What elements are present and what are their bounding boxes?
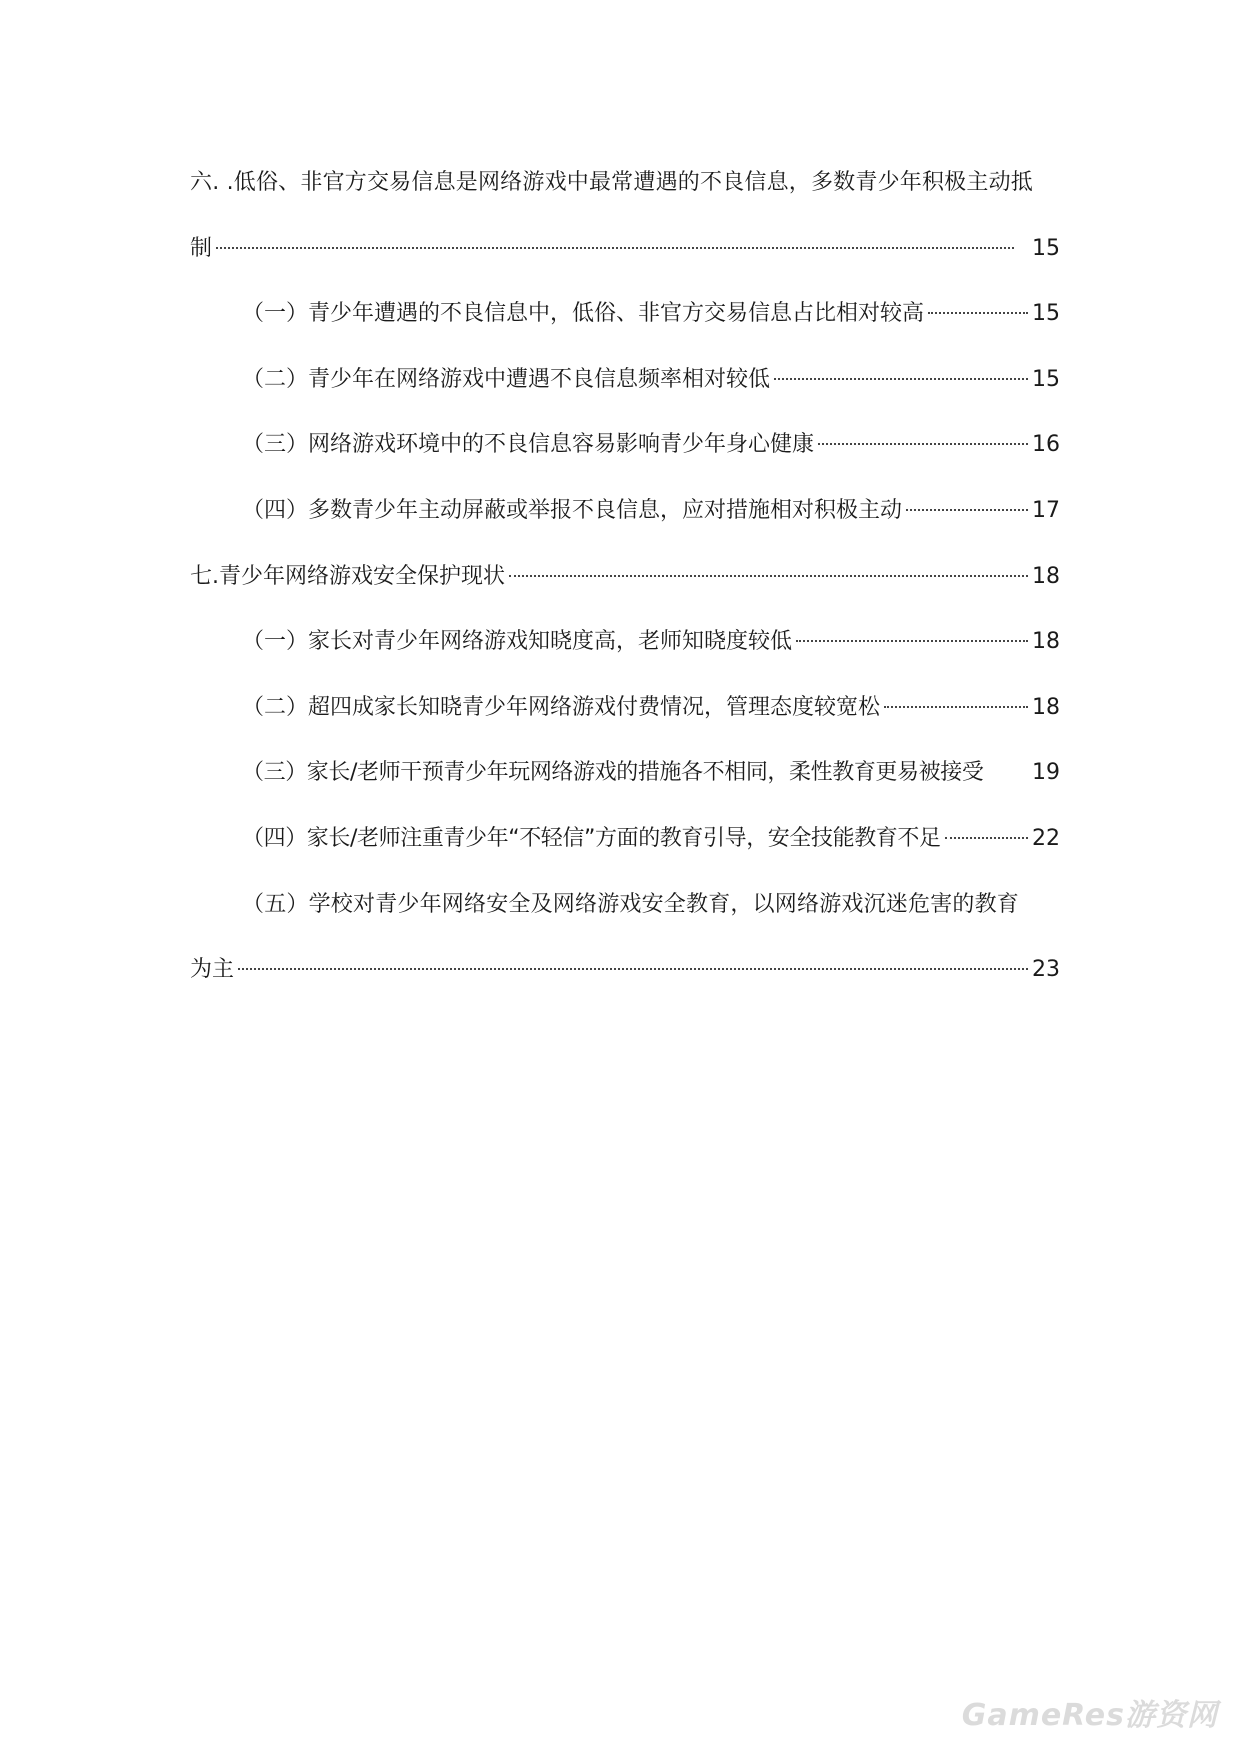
toc-entry-title: （三）网络游戏环境中的不良信息容易影响青少年身心健康 bbox=[242, 432, 815, 458]
toc-entry-six-line1[interactable] bbox=[190, 150, 1060, 216]
dot-leader bbox=[884, 706, 1028, 708]
toc-entry-title: （三）家长/老师干预青少年玩网络游戏的措施各不相同，柔性教育更易被接受 bbox=[242, 760, 984, 786]
dot-leader bbox=[216, 247, 1014, 249]
toc-entry-seven-1[interactable] bbox=[190, 609, 1060, 675]
toc-entry-six-4[interactable] bbox=[190, 478, 1060, 544]
toc-page-number: 19 bbox=[1032, 760, 1060, 786]
toc-page-number: 18 bbox=[1032, 563, 1060, 589]
toc-entry-seven-5-line1[interactable] bbox=[190, 872, 1060, 938]
toc-page-number: 18 bbox=[1032, 629, 1060, 655]
dot-leader bbox=[509, 575, 1028, 577]
dot-leader bbox=[774, 378, 1028, 380]
toc-entry-title: 六. .低俗、非官方交易信息是网络游戏中最常遭遇的不良信息，多数青少年积极主动抵 bbox=[190, 170, 1033, 195]
dot-leader bbox=[818, 443, 1028, 445]
toc-page-number: 15 bbox=[1032, 366, 1060, 392]
toc-page-number: 23 bbox=[1032, 957, 1060, 983]
table-of-contents bbox=[190, 150, 1060, 1003]
dot-leader bbox=[945, 837, 1028, 839]
dot-leader bbox=[928, 312, 1028, 314]
toc-entry-title: （四）多数青少年主动屏蔽或举报不良信息，应对措施相对积极主动 bbox=[242, 497, 903, 523]
toc-page-number: 15 bbox=[1032, 301, 1060, 327]
toc-page-number: 17 bbox=[1032, 497, 1060, 523]
toc-entry-title: 制 bbox=[190, 235, 213, 261]
toc-entry-six-3[interactable] bbox=[190, 412, 1060, 478]
toc-entry-title: （四）家长/老师注重青少年“不轻信”方面的教育引导，安全技能教育不足 bbox=[242, 825, 941, 851]
toc-entry-seven-4[interactable] bbox=[190, 806, 1060, 872]
toc-entry-title: （五）学校对青少年网络安全及网络游戏安全教育，以网络游戏沉迷危害的教育 bbox=[242, 891, 1020, 917]
toc-entry-seven-5-line2[interactable] bbox=[190, 937, 1060, 1003]
toc-page-number: 18 bbox=[1032, 694, 1060, 720]
toc-entry-title: （二）超四成家长知晓青少年网络游戏付费情况，管理态度较宽松 bbox=[242, 694, 881, 720]
toc-entry-seven-3[interactable] bbox=[190, 740, 1060, 806]
dot-leader bbox=[796, 640, 1028, 642]
toc-page-number: 22 bbox=[1032, 825, 1060, 851]
toc-page-number: 15 bbox=[1032, 235, 1060, 261]
toc-entry-seven[interactable] bbox=[190, 544, 1060, 610]
toc-entry-title: 七.青少年网络游戏安全保护现状 bbox=[190, 563, 505, 589]
watermark-logo: GameRes游资网 bbox=[961, 1698, 1218, 1733]
toc-entry-six-2[interactable] bbox=[190, 347, 1060, 413]
toc-entry-six-1[interactable] bbox=[190, 281, 1060, 347]
toc-entry-title: （一）家长对青少年网络游戏知晓度高，老师知晓度较低 bbox=[242, 629, 793, 655]
toc-entry-title: （一）青少年遭遇的不良信息中，低俗、非官方交易信息占比相对较高 bbox=[242, 301, 925, 327]
dot-leader bbox=[906, 509, 1028, 511]
toc-entry-seven-2[interactable] bbox=[190, 675, 1060, 741]
toc-entry-title: 为主 bbox=[190, 957, 235, 983]
toc-entry-six-line2[interactable] bbox=[190, 216, 1060, 282]
toc-entry-title: （二）青少年在网络游戏中遭遇不良信息频率相对较低 bbox=[242, 366, 771, 392]
toc-page-number: 16 bbox=[1032, 432, 1060, 458]
dot-leader bbox=[238, 968, 1028, 970]
